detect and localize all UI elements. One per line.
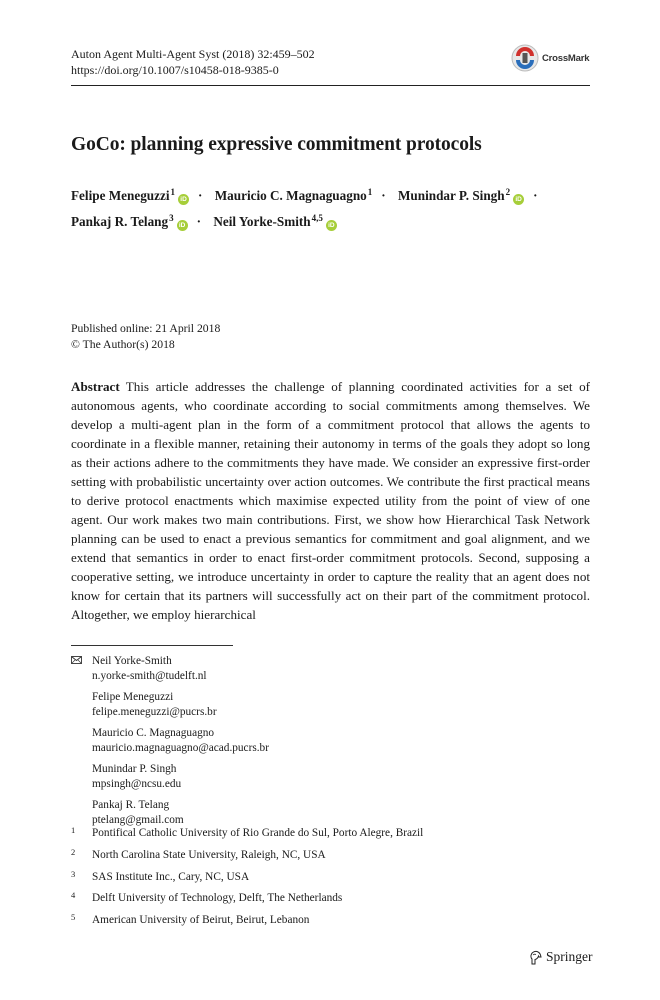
author-name[interactable]: Munindar P. Singh$^2$iD — [398, 188, 524, 203]
contact-name: Mauricio C. Magnaguagno — [92, 727, 215, 739]
affiliation-item — [71, 826, 591, 841]
publisher-name: Springer — [546, 949, 593, 964]
contact-item — [71, 798, 571, 827]
publisher-logo — [529, 949, 593, 965]
contact-item — [71, 690, 571, 719]
contact-item — [71, 762, 571, 791]
journal-citation — [71, 47, 315, 78]
abstract-heading: Abstract — [71, 379, 120, 394]
orcid-icon[interactable]: iD — [177, 220, 188, 231]
affiliation-number: 2 — [71, 846, 76, 857]
contact-name: Munindar P. Singh — [92, 763, 177, 775]
contact-name: Pankaj R. Telang — [92, 799, 170, 811]
crossmark-badge[interactable] — [511, 43, 591, 73]
affiliation-item — [71, 848, 591, 863]
affiliation-number: 5 — [71, 912, 76, 923]
affiliation-number: 3 — [71, 868, 76, 879]
affiliation-text: SAS Institute Inc., Cary, NC, USA — [92, 870, 250, 883]
crossmark-label: CrossMark — [542, 52, 590, 64]
affiliation-item — [71, 891, 591, 906]
author-list: Felipe Meneguzzi$^1$iD · Mauricio C. Magnaguagno$^1$ · Munindar P. Singh$^2$iD · Pankaj R. Telang$^3$iD · Neil Yorke-Smith$^{4,5}$iD — [71, 187, 538, 229]
contact-email[interactable]: mpsingh@ncsu.edu — [92, 777, 182, 790]
abstract-text: This article addresses the challenge of planning coordinated activities for a set of autonomous agents, who coordinate according to social commitments among themselves. We develop a multi-agent plan in the form of a commitment protocol that allows the agents to coordinate in a flexible manner, retaining their autonomy in terms of the goals they adopt so long as their actions adhere to the commitments they have made. We consider an expressive first-order setting with probabilistic uncertainty over action outcomes. We contribute the first practical means to derive protocol enactments which maximise expected utility from the point of view of one agent. Our work makes two main contributions. First, we show how Hierarchical Task Network planning can be used to enact a previous semantics for commitment and goal alignment, and we extend that semantics in order to enact first-order commitment protocols. Second, supposing a cooperative setting, we introduce uncertainty in order to capture the reality that an agent does not know for certain that its partners will successfully act on their part of the commitment protocol. Altogether, we employ hierarchical — [71, 379, 590, 622]
author-name[interactable]: Neil Yorke-Smith$^{4,5}$iD — [213, 214, 337, 229]
author-name[interactable]: Pankaj R. Telang$^3$iD — [71, 214, 188, 229]
journal-line: Auton Agent Multi-Agent Syst (2018) 32:459–502 — [71, 47, 315, 61]
footnote-rule — [71, 645, 233, 646]
affiliation-item — [71, 870, 591, 885]
orcid-icon[interactable]: iD — [326, 220, 337, 231]
contact-name: Neil Yorke-Smith — [92, 655, 172, 667]
author-name[interactable]: Felipe Meneguzzi$^1$iD — [71, 188, 189, 203]
author-name[interactable]: Mauricio C. Magnaguagno$^1$ — [214, 187, 373, 203]
contact-name: Felipe Meneguzzi — [92, 691, 174, 703]
envelope-icon — [71, 656, 82, 664]
affiliation-number: 1 — [71, 825, 76, 835]
contact-item — [71, 726, 571, 755]
springer-horse-icon — [529, 950, 542, 965]
abstract — [71, 377, 590, 624]
doi-link[interactable]: https://doi.org/10.1007/s10458-018-9385-0 — [71, 62, 279, 77]
contact-email[interactable]: ptelang@gmail.com — [92, 813, 184, 826]
crossmark-icon — [511, 44, 539, 72]
affiliation-text: Pontifical Catholic University of Rio Grande do Sul, Porto Alegre, Brazil — [92, 827, 424, 839]
contact-item — [71, 654, 571, 683]
contact-email[interactable]: mauricio.magnaguagno@acad.pucrs.br — [92, 741, 269, 754]
affiliation-text: North Carolina State University, Raleigh, NC, USA — [92, 848, 326, 861]
affiliation-number: 4 — [71, 890, 76, 901]
affiliation-text: Delft University of Technology, Delft, The Netherlands — [92, 892, 343, 905]
publication-info — [71, 321, 220, 352]
affiliation-list — [71, 826, 591, 935]
published-date: Published online: 21 April 2018 — [71, 322, 221, 335]
orcid-icon[interactable]: iD — [178, 194, 189, 205]
header-rule — [71, 85, 590, 86]
affiliation-item — [71, 913, 591, 928]
copyright: © The Author(s) 2018 — [71, 337, 175, 351]
contact-list — [71, 654, 571, 834]
contact-email[interactable]: n.yorke-smith@tudelft.nl — [92, 669, 207, 682]
orcid-icon[interactable]: iD — [513, 194, 524, 205]
contact-email[interactable]: felipe.meneguzzi@pucrs.br — [92, 705, 217, 718]
affiliation-text: American University of Beirut, Beirut, Lebanon — [92, 914, 310, 927]
article-title: GoCo: planning expressive commitment protocols — [71, 134, 482, 155]
